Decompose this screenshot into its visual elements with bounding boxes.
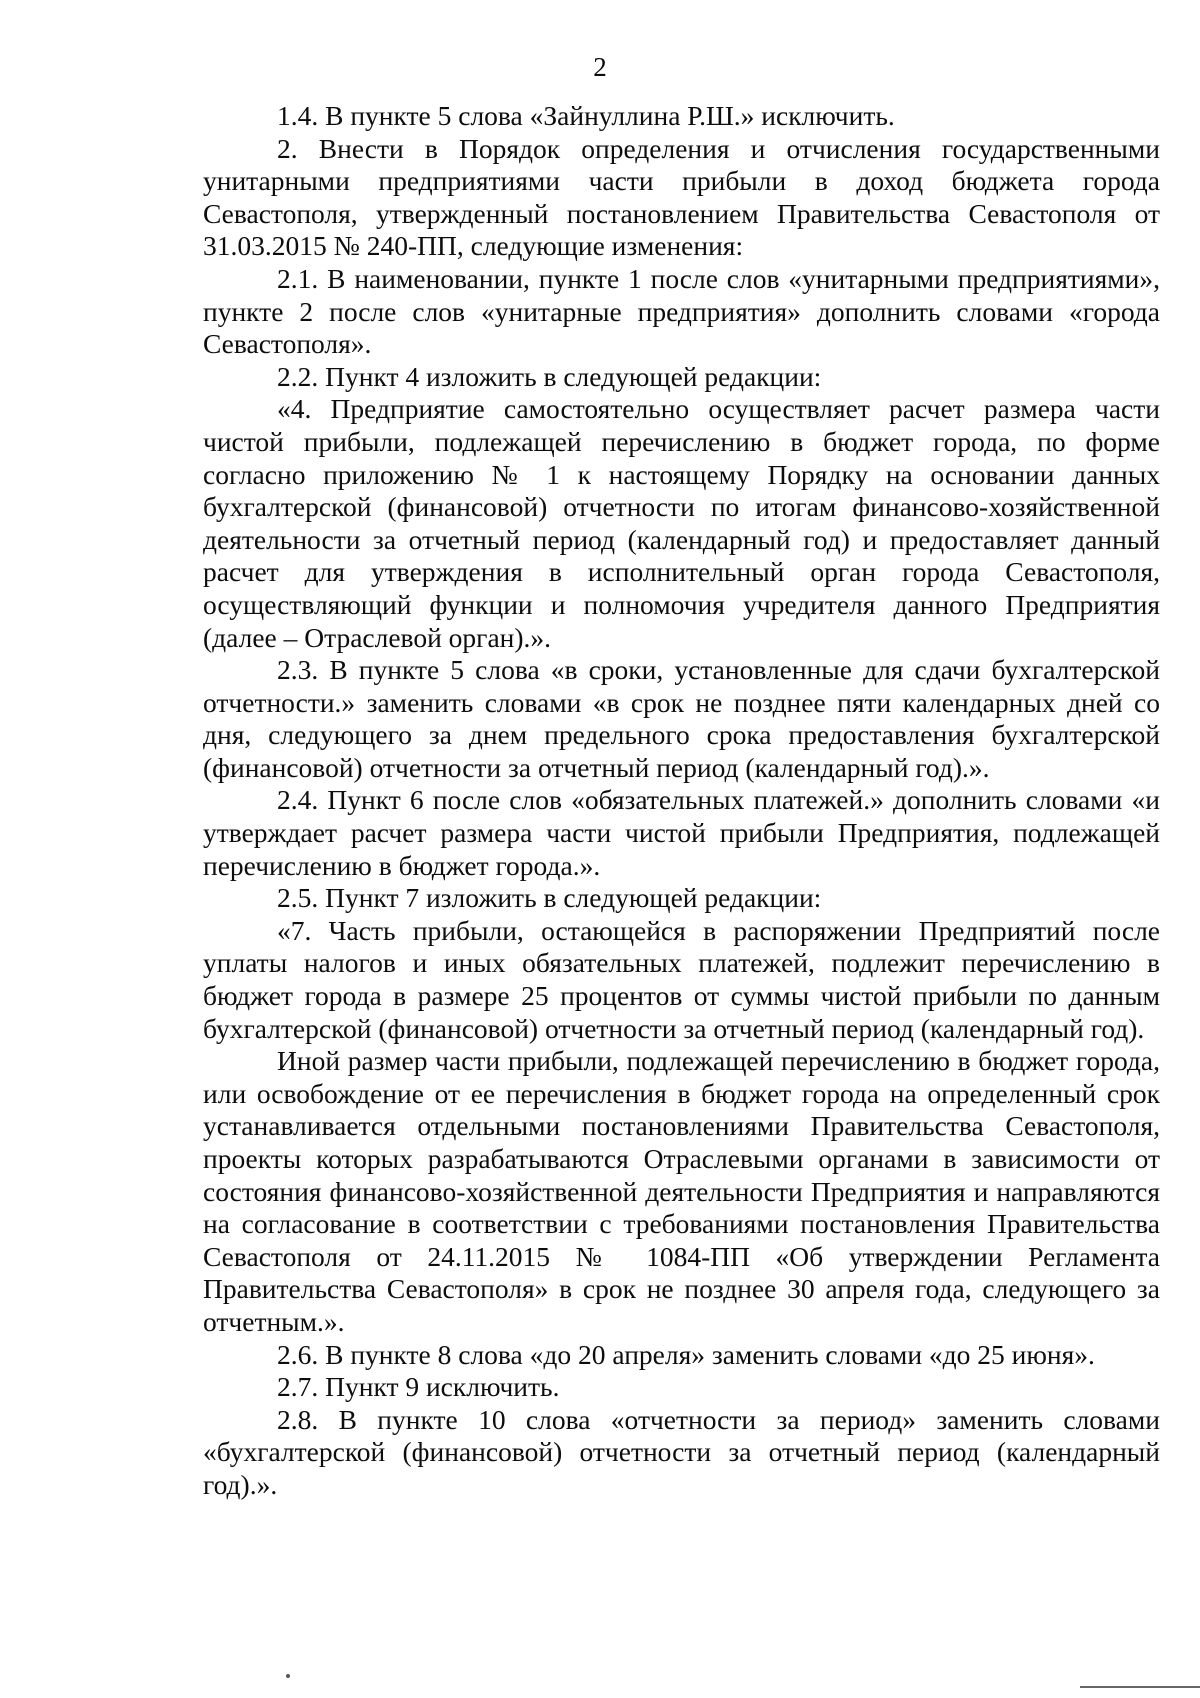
paragraph-2-7: 2.7. Пункт 9 исключить. bbox=[277, 1371, 560, 1403]
paragraph-1-4: 1.4. В пункте 5 слова «Зайнуллина Р.Ш.» исключить. bbox=[277, 100, 895, 131]
paragraph-2-6: 2.6. В пункте 8 слова «до 20 апреля» заменить словами «до 25 июня». bbox=[277, 1338, 1095, 1370]
document-body bbox=[203, 100, 1160, 1502]
paragraph-2: 2. Внести в Порядок определения и отчисления государственными унитарными предприятиями части прибыли в доход бюджета города Севастополя, утвержденный постановлением Правительства Севастополя от 31.03.2015 № 240-ПП, следующие изменения: bbox=[203, 132, 1160, 262]
paragraph-2-4: 2.4. Пункт 6 после слов «обязательных платежей.» дополнить словами «и утверждает расчет размера части чистой прибыли Предприятия, подлежащей перечислению в бюджет города.». bbox=[203, 784, 1160, 881]
scan-edge-rule bbox=[1080, 1686, 1200, 1688]
paragraph-2-1: 2.1. В наименовании, пункте 1 после слов «унитарными предприятиями», пункте 2 после слов «унитарные предприятия» дополнить словами «города Севастополя». bbox=[203, 262, 1160, 360]
paragraph-2-3: 2.3. В пункте 5 слова «в сроки, установленные для сдачи бухгалтерской отчетности.» заменить словами «в срок не позднее пяти календарных дней со дня, следующего за днем предельного срока предоставления бухгалтерской (финансовой) отчетности за отчетный период (календарный год).». bbox=[203, 654, 1160, 783]
paragraph-2-5: 2.5. Пункт 7 изложить в следующей редакции: bbox=[277, 882, 822, 914]
page-number: 2 bbox=[593, 52, 607, 82]
paragraph-2-2: 2.2. Пункт 4 изложить в следующей редакции: bbox=[277, 360, 822, 392]
paragraph-2-8: 2.8. В пункте 10 слова «отчетности за период» заменить словами «бухгалтерской (финансовой) отчетности за отчетный период (календарный год).». bbox=[203, 1403, 1160, 1500]
paragraph-2-2-quote: «4. Предприятие самостоятельно осуществляет расчет размера части чистой прибыли, подлежащей перечислению в бюджет города, по форме согласно приложению № 1 к настоящему Порядку на основании данных бухгалтерской (финансовой) отчетности по итогам финансово-хозяйственной деятельности за отчетный период (календарный год) и предоставляет данный расчет для утверждения в исполнительный орган города Севастополя, осуществляющий функции и полномочия учредителя данного Предприятия (далее – Отраслевой орган).». bbox=[203, 393, 1160, 653]
paragraph-2-5-quote-continued: Иной размер части прибыли, подлежащей перечислению в бюджет города, или освобождение от ее перечисления в бюджет города на определенный срок устанавливается отдельными постановлениями Правительства Севастополя, проекты которых разрабатываются Отраслевыми органами в зависимости от состояния финансово-хозяйственной деятельности Предприятия и направляются на согласование в соответствии с требованиями постановления Правительства Севастополя от 24.11.2015 № 1084-ПП «Об утверждении Регламента Правительства Севастополя» в срок не позднее 30 апреля года, следующего за отчетным.». bbox=[203, 1045, 1160, 1337]
scan-dot-mark bbox=[286, 1674, 290, 1678]
paragraph-2-5-quote: «7. Часть прибыли, остающейся в распоряжении Предприятий после уплаты налогов и иных обязательных платежей, подлежит перечислению в бюджет города в размере 25 процентов от суммы чистой прибыли по данным бухгалтерской (финансовой) отчетности за отчетный период (календарный год). bbox=[203, 914, 1160, 1044]
